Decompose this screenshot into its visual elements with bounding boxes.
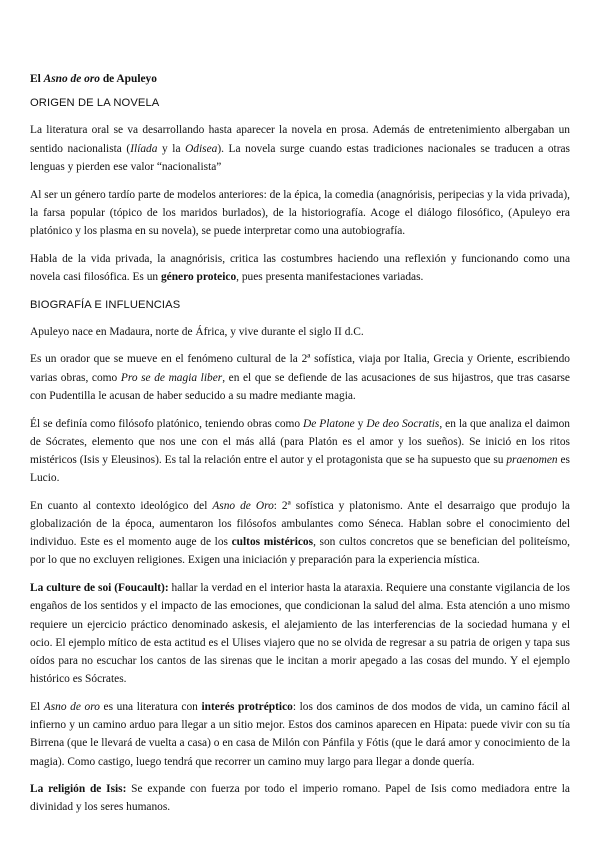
paragraph-bio-7 — [30, 780, 570, 816]
italic-text: Pro se de magia liber — [120, 371, 223, 384]
italic-text: De deo Socratis — [366, 417, 440, 430]
text: : 2ª sofística y platonismo. Ante el desarraigo que produjo la globalización de la época, aumentaron los filósofos ambulantes como Séneca. Hablan sobre el conocimiento del individuo. Este es el momento auge de los — [30, 499, 570, 549]
text: y — [354, 417, 367, 430]
title-work: Asno de oro — [43, 73, 100, 85]
title-prefix: El — [30, 73, 44, 85]
text: Es un orador que se mueve en el fenómeno cultural de la 2ª sofística, viaja por Italia, Grecia y Oriente, escribiendo varias obras, como — [30, 353, 570, 384]
text: : los dos caminos de dos modos de vida, un camino fácil al infierno y un camino arduo para llegar a un sitio mejor. Estos dos caminos aparecen en Hipata: puede vivir con su tía Birrena (que le llevará de vuelta a casa) o en casa de Milón con Pánfila y Fótis (que le dará amor y conocimiento de la magia). Como castigo, luego tendrá que recorrer un camino muy largo para llegar a donde quería. — [30, 700, 570, 768]
document-title — [30, 70, 570, 88]
paragraph-bio-5 — [30, 579, 570, 688]
text: y la — [157, 142, 186, 155]
bold-text: género proteico — [160, 270, 237, 283]
bold-text: La culture de soi (Foucault): — [30, 582, 169, 595]
section-heading-biografia: BIOGRAFÍA E INFLUENCIAS — [30, 298, 181, 311]
text: , pues presenta manifestaciones variadas. — [236, 270, 424, 283]
italic-text: praenomen — [506, 453, 558, 466]
text: , son cultos concretos que se benefician del politeísmo, por lo que no excluyen religiones. Exigen una iniciación y preparación para la experiencia mística. — [30, 536, 570, 567]
italic-text: De Platone — [303, 417, 355, 430]
section-heading-origen: ORIGEN DE LA NOVELA — [30, 97, 160, 110]
paragraph-bio-3 — [30, 415, 570, 488]
italic-text: Odisea — [185, 142, 218, 155]
bold-text: cultos mistéricos — [231, 536, 314, 549]
italic-text: Ilíada — [130, 142, 158, 155]
italic-text: Asno de oro — [43, 700, 100, 713]
title-suffix: de Apuleyo — [99, 73, 157, 85]
text: Él se definía como filósofo platónico, teniendo obras como — [30, 417, 304, 430]
text: es una literatura con — [99, 700, 202, 713]
text: , en la que analiza el daimon de Sócrates, elemento que nos une con el más allá (para Platón es el amor y los sueños). Se inició en los ritos mistéricos (Isis y Eleusinos). Es tal la relación entre el autor y el protagonista que se ha supuesto que su — [30, 417, 570, 466]
text: El — [30, 700, 44, 713]
text: La literatura oral se va desarrollando hasta aparecer la novela en prosa. Además de entretenimiento albergaban un sentido nacionalista ( — [30, 124, 570, 155]
text: En cuanto al contexto ideológico del — [30, 499, 213, 512]
text: Habla de la vida privada, la anagnórisis, critica las costumbres haciendo una reflexión y funcionando como una novela casi filosófica. Es un — [30, 252, 570, 283]
paragraph-origen-3 — [30, 250, 570, 286]
paragraph-bio-4 — [30, 497, 570, 570]
italic-text: Asno de Oro — [212, 499, 274, 512]
document-page — [30, 70, 570, 826]
paragraph-bio-2 — [30, 350, 570, 405]
paragraph-origen-2: Al ser un género tardío parte de modelos anteriores: de la épica, la comedia (anagnórisis, peripecias y la vida privada), la farsa popular (tópico de los maridos burlados), de la historiografía. Acoge el diálogo filosófico, (Apuleyo era platónico y los plasma en su novela), se puede interpretar como una autobiografía. — [30, 188, 570, 237]
bold-text: interés protréptico — [201, 700, 293, 713]
text: Se expande con fuerza por todo el imperio romano. Papel de Isis como mediadora entre la divinidad y los seres humanos. — [30, 783, 570, 814]
text: ). La novela surge cuando estas tradiciones nacionales se traducen a otras lenguas y pierden ese valor “nacionalista” — [30, 142, 570, 173]
paragraph-bio-1: Apuleyo nace en Madaura, norte de África, y vive durante el siglo II d.C. — [30, 325, 364, 338]
bold-text: La religión de Isis: — [30, 783, 127, 796]
text: hallar la verdad en el interior hasta la ataraxia. Requiere una constante vigilancia de los engaños de los sentidos y el impacto de las emociones, que condicionan la salud del alma. Esta atención a uno mismo requiere un ejercicio práctico denominado askesis, el alejamiento de las interferencias de la sociedad humana y el ocio. El ejemplo mítico de esta actitud es el Ulises viajero que no se olvida de regresar a su patria de origen y tapa sus oídos para no escuchar los cantos de las sirenas que le incitan a morir apegado a las cosas del mundo. Y el ejemplo histórico es Sócrates. — [30, 582, 570, 686]
paragraph-origen-1 — [30, 121, 570, 176]
paragraph-bio-6 — [30, 698, 570, 771]
text: , en el que se defiende de las acusaciones de sus hijastros, que tras casarse con Pudentilla le acusan de haber seducido a su madre mediante magia. — [30, 371, 570, 402]
text: es Lucio. — [30, 453, 570, 485]
